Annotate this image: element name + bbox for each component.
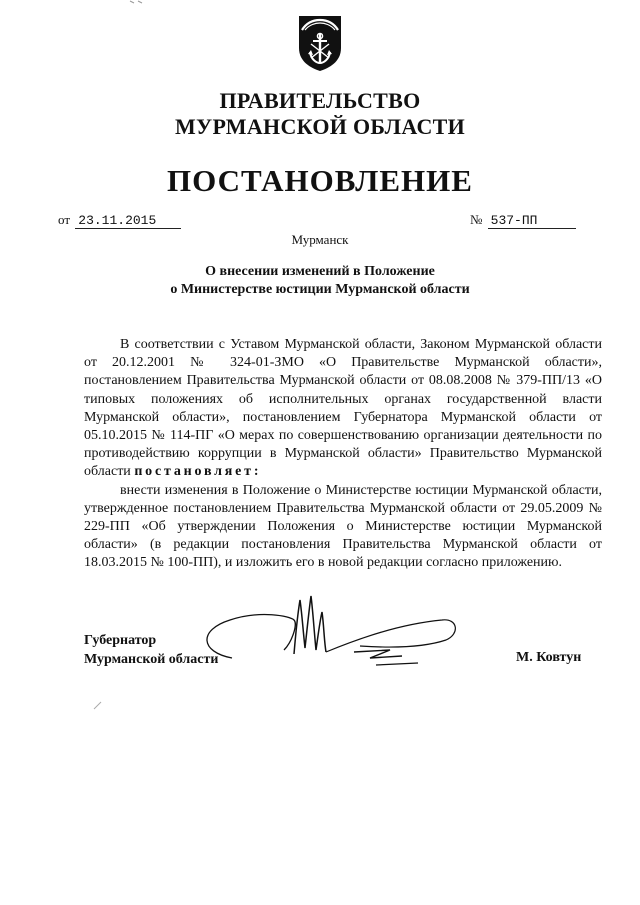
pen-mark-icon — [92, 699, 104, 711]
body-paragraph-operative: внести изменения в Положение о Министерстве юстиции Мурманской области, утвержденное постановлением Правительства Мурманской области от 29.05.2009 № 229-ПП «Об утверждении Положения о Министерстве юстиции Мурманской области» (в редакции постановления Правительства Мурманской области от 18.03.2015 № 100-ПП), и изложить его в новой редакции согласно приложению. — [84, 482, 602, 571]
document-date — [58, 212, 181, 229]
signer-title-line2: Мурманской области — [84, 652, 219, 667]
scan-mark-icon — [128, 0, 148, 6]
number-value: 537-ПП — [488, 214, 576, 229]
coat-of-arms-icon — [297, 14, 343, 72]
authority-name-line1: ПРАВИТЕЛЬСТВО — [219, 88, 421, 113]
document-body — [84, 336, 602, 573]
body-paragraph-preamble — [84, 336, 602, 482]
subject-line2: о Министерстве юстиции Мурманской области — [170, 282, 470, 297]
signer-name: М. Ковтун — [516, 650, 582, 665]
subject-line1: О внесении изменений в Положение — [205, 264, 435, 279]
document-type-title: ПОСТАНОВЛЕНИЕ — [167, 163, 473, 198]
document-number — [470, 212, 576, 229]
decree-word: постановляет: — [134, 464, 262, 480]
date-prefix: от — [58, 212, 71, 227]
number-prefix: № — [470, 212, 483, 227]
preamble-text: В соответствии с Уставом Мурманской области, Законом Мурманской области от 20.12.2001 № 324-01-ЗМО «О Правительстве Мурманской области», постановлением Правительства Мурманской области от 08.08.2008 № 379-ПП/13 «О типовых положениях об исполнительных органах государственной власти Мурманской области», постановлением Губернатора Мурманской области от 05.10.2015 № 114-ПГ «О мерах по совершенствованию организации деятельности по противодействию коррупции в Мурманской области» Правительство Мурманской области — [84, 337, 602, 480]
signer-title-line1: Губернатор — [84, 633, 157, 648]
authority-name-line2: МУРМАНСКОЙ ОБЛАСТИ — [174, 114, 466, 139]
handwritten-signature-icon — [190, 590, 470, 680]
date-value: 23.11.2015 — [75, 214, 181, 229]
city-name: Мурманск — [291, 232, 349, 247]
